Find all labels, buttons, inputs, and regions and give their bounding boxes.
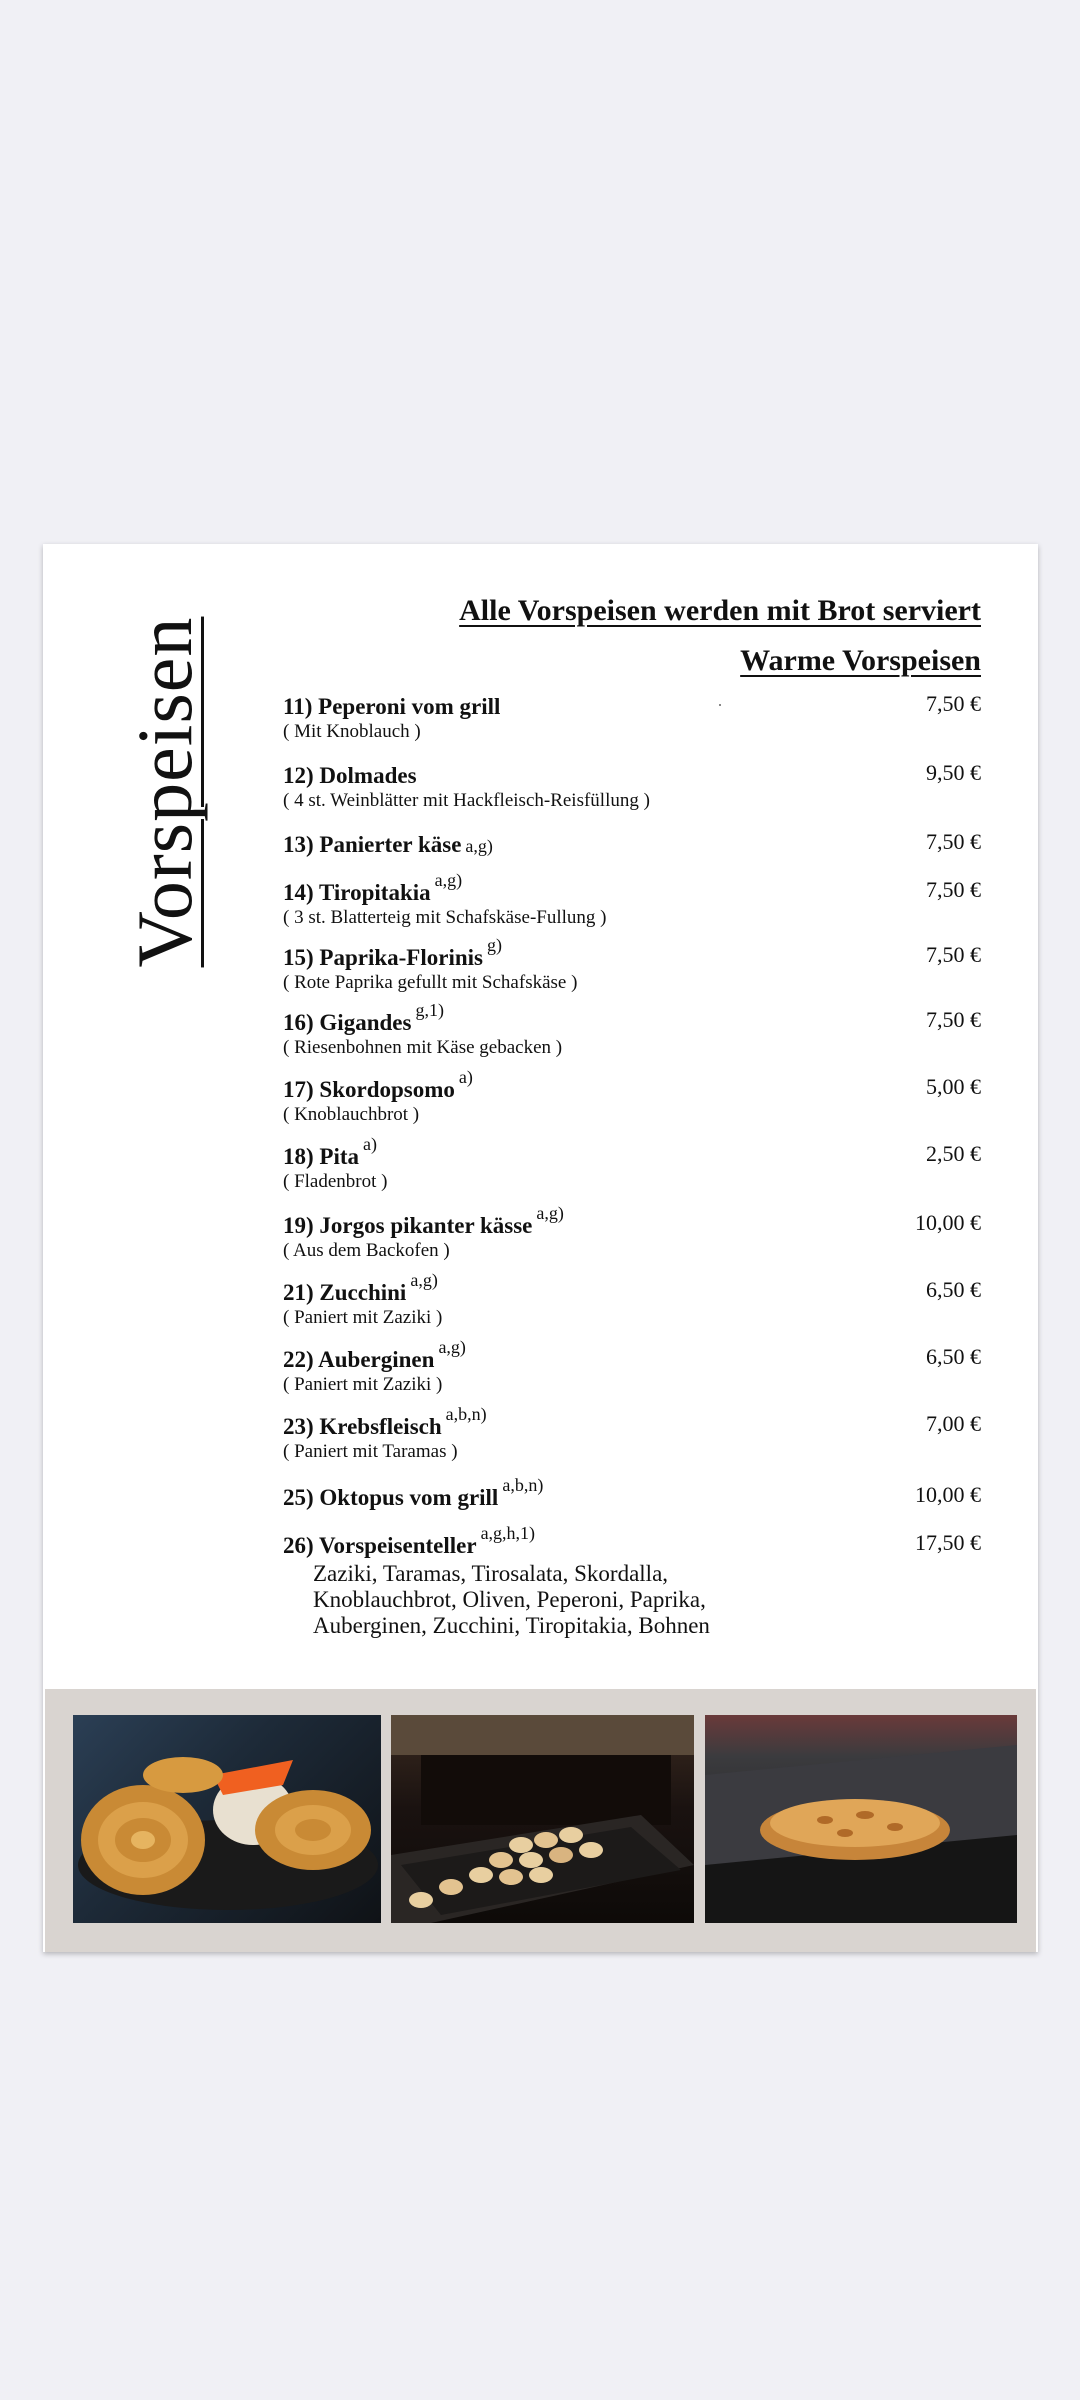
item-name: 19) Jorgos pikanter kässe: [283, 1213, 533, 1238]
item-desc: ( Paniert mit Zaziki ): [283, 1307, 443, 1328]
item-price: 2,50 €: [926, 1141, 981, 1166]
item-desc: ( Paniert mit Zaziki ): [283, 1374, 443, 1395]
item-price: 7,00 €: [926, 1411, 981, 1436]
item-desc: ( 4 st. Weinblätter mit Hackfleisch-Reisfüllung ): [283, 790, 650, 811]
item-desc: ( Aus dem Backofen ): [283, 1240, 450, 1261]
platter-contents: [313, 1561, 981, 1639]
item-name: 13) Panierter käse: [283, 832, 462, 857]
item-price: 7,50 €: [926, 877, 981, 902]
item-price: 6,50 €: [926, 1344, 981, 1369]
menu-item: [283, 870, 981, 929]
item-allergen: a,g): [434, 870, 463, 890]
menu-item: [283, 1475, 981, 1511]
item-allergen: a,g,h,1): [480, 1523, 536, 1543]
item-name: 17) Skordopsomo: [283, 1077, 455, 1102]
item-desc: ( Knoblauchbrot ): [283, 1104, 420, 1125]
menu-item: [283, 1067, 981, 1126]
item-desc: ( Riesenbohnen mit Käse gebacken ): [283, 1037, 563, 1058]
item-price: 6,50 €: [926, 1277, 981, 1302]
item-allergen: g,1): [415, 1000, 444, 1020]
item-allergen: a,g): [438, 1337, 466, 1357]
menu-item: [283, 760, 981, 812]
item-price: 7,50 €: [926, 691, 981, 716]
item-allergen: a,b,n): [502, 1475, 544, 1495]
menu-item: [283, 1270, 981, 1329]
item-desc: ( Fladenbrot ): [283, 1171, 388, 1192]
item-name: 22) Auberginen: [283, 1347, 435, 1372]
flatbread-illustration: [705, 1715, 1017, 1923]
platter-line: Zaziki, Taramas, Tirosalata, Skordalla,: [313, 1561, 669, 1586]
tiropita-spiral-photo: [73, 1715, 381, 1923]
item-allergen: a,g): [465, 836, 493, 856]
menu-item: [283, 1134, 981, 1193]
menu-item: [283, 1523, 981, 1639]
item-desc: ( Paniert mit Taramas ): [283, 1441, 458, 1462]
item-name: 11) Peperoni vom grill: [283, 694, 501, 719]
baking-tray-photo: [391, 1715, 694, 1923]
item-desc: ( Rote Paprika gefullt mit Schafskäse ): [283, 972, 578, 993]
side-title-text: Vorspeisen: [121, 616, 208, 968]
platter-line: Auberginen, Zucchini, Tiropitakia, Bohnen: [313, 1613, 710, 1638]
photo-strip: [45, 1689, 1036, 1952]
menu-item: [283, 1404, 981, 1463]
item-allergen: a): [363, 1134, 377, 1154]
item-price: 10,00 €: [915, 1482, 981, 1507]
item-name: 25) Oktopus vom grill: [283, 1485, 499, 1510]
item-desc: ( 3 st. Blatterteig mit Schafskäse-Fullung ): [283, 907, 607, 928]
item-allergen: a,g): [410, 1270, 438, 1290]
item-price: 7,50 €: [926, 942, 981, 967]
tiropita-spiral-illustration: [73, 1715, 381, 1923]
item-allergen: g): [486, 935, 502, 955]
item-name: 23) Krebsfleisch: [283, 1414, 442, 1439]
item-desc: ( Mit Knoblauch ): [283, 721, 421, 742]
item-price: 17,50 €: [915, 1530, 981, 1555]
menu-item: [283, 1203, 981, 1262]
side-title: [95, 602, 235, 982]
item-name: 12) Dolmades: [283, 763, 417, 788]
menu-item: [283, 829, 981, 858]
heading-main: Alle Vorspeisen werden mit Brot serviert: [459, 594, 981, 627]
item-name: 21) Zucchini: [283, 1280, 407, 1305]
heading-sub: Warme Vorspeisen: [740, 644, 981, 677]
menu-item: [283, 691, 981, 743]
item-price: 10,00 €: [915, 1210, 981, 1235]
item-name: 18) Pita: [283, 1144, 360, 1169]
item-price: 7,50 €: [926, 1007, 981, 1032]
item-price: 7,50 €: [926, 829, 981, 854]
item-name: 26) Vorspeisenteller: [283, 1533, 477, 1558]
item-name: 16) Gigandes: [283, 1010, 412, 1035]
item-price: 5,00 €: [926, 1074, 981, 1099]
item-allergen: a,b,n): [445, 1404, 487, 1424]
item-allergen: a,g): [536, 1203, 564, 1223]
item-name: 14) Tiropitakia: [283, 880, 431, 905]
menu-item: [283, 1337, 981, 1396]
baking-tray-illustration: [391, 1715, 694, 1923]
menu-item: [283, 935, 981, 994]
platter-line: Knoblauchbrot, Oliven, Peperoni, Paprika,: [313, 1587, 706, 1612]
menu-page: [43, 544, 1038, 1952]
item-allergen: a): [458, 1067, 473, 1087]
flatbread-photo: [705, 1715, 1017, 1923]
menu-items: [283, 691, 981, 1639]
item-price: 9,50 €: [926, 760, 981, 785]
item-name: 15) Paprika-Florinis: [283, 945, 483, 970]
menu-item: [283, 1000, 981, 1059]
